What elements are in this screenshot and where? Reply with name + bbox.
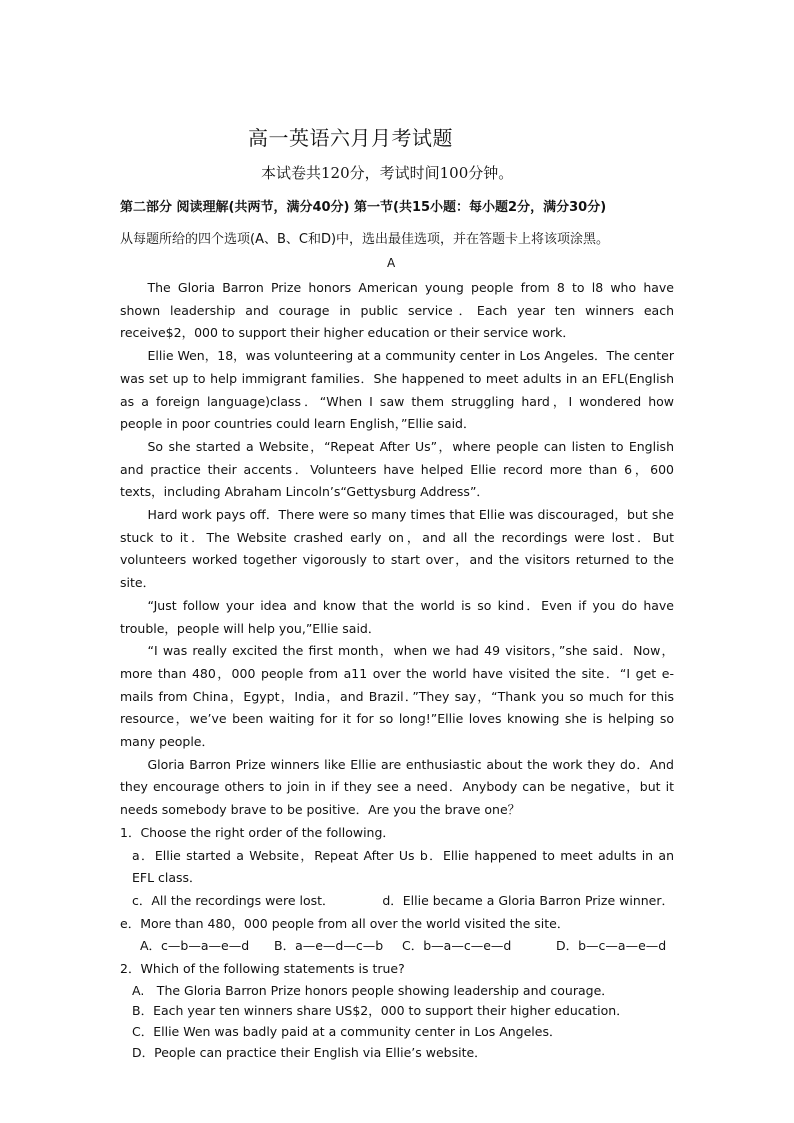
passage-paragraph: “Just follow your idea and know that the world is so kind．Even if you do have trouble，people will help you,”Ellie said． [120, 597, 674, 636]
question-1-item-e: e．More than 480，000 people from all over the world visited the site． [120, 915, 570, 931]
question-1-option-b[interactable]: B．a—e—d—c—b [274, 938, 384, 954]
question-1-item-d: d．Ellie became a Gloria Barron Prize winner． [382, 892, 674, 908]
passage-paragraph: Ellie Wen，18，was volunteering at a community center in Los Angeles．The center was set up to help immigrant families．She happened to meet adults in an EFL(English as a foreign language)class．“When I saw them struggling hard，I wondered how people in poor countries could learn English，”Ellie said． [120, 348, 674, 432]
question-1-items-cd [120, 890, 674, 913]
question-1-item-c: c．All the recordings were lost． [132, 892, 335, 908]
question-2-option-c[interactable]: C．Ellie Wen was badly paid at a community center in Los Angeles． [132, 1023, 562, 1039]
question-1-option-a[interactable]: A．c—b—a—e—d [140, 938, 250, 954]
instruction-text: 从每题所给的四个选项(A、B、C和D)中，选出最佳选项，并在答题卡上将该项涂黑。 [120, 232, 610, 247]
passage-paragraph: The Gloria Barron Prize honors American young people from 8 to l8 who have shown leadership and courage in public service．Each year ten winners each receive$2，000 to support their higher education or their service work． [120, 280, 674, 341]
section-heading: 第二部分 阅读理解(共两节，满分40分) 第一节(共15小题：每小题2分，满分30分) [120, 200, 607, 215]
exam-subtitle: 本试卷共120分，考试时间100分钟。 [261, 164, 514, 182]
question-1-options [120, 935, 674, 958]
question-2-stem: 2．Which of the following statements is true? [120, 961, 405, 977]
passage-paragraph: Gloria Barron Prize winners like Ellie are enthusiastic about the work they do．And they encourage others to join in if they see a need．Anybody can be negative，but it needs somebody brave to be positive．Are you the brave one？ [120, 756, 674, 818]
passage-label: A [387, 256, 396, 270]
passage-paragraph: Hard work pays off．There were so many times that Ellie was discouraged，but she stuck to it．The Website crashed early on，and all the recordings were lost．But volunteers worked together vigorously to start over，and the visitors returned to the site． [120, 507, 674, 591]
question-1-option-d[interactable]: D．b—c—a—e—d [556, 938, 667, 954]
question-2-options [120, 981, 674, 1063]
question-2-option-d[interactable]: D．People can practice their English via Ellie’s website． [132, 1044, 487, 1060]
question-1-stem: 1．Choose the right order of the following． [120, 824, 395, 840]
passage-paragraph: So she started a Website，“Repeat After Us”，where people can listen to English and practice their accents．Volunteers have helped Ellie record more than 6，600 texts，including Abraham Lincoln’s“Gettysburg Address”． [120, 438, 674, 500]
question-2-option-b[interactable]: B．Each year ten winners share US$2，000 to support their higher education． [132, 1003, 629, 1019]
question-2-option-a[interactable]: A. The Gloria Barron Prize honors people showing leadership and courage． [132, 982, 614, 998]
passage-body [120, 277, 674, 1063]
question-1-item-ab: a．Ellie started a Website，Repeat After Us b．Ellie happened to meet adults in an EFL class． [132, 847, 674, 886]
question-1-option-c[interactable]: C．b—a—c—e—d [402, 938, 512, 954]
exam-title: 高一英语六月月考试题 [248, 126, 453, 150]
passage-paragraph: “I was really excited the first month，when we had 49 visitors，”she said．Now，more than 480，000 people from a11 over the world have visited the site．“I get e-mails from China，Egypt，India，and Brazil．”They say，“Thank you so much for this resource，we’ve been waiting for it for so long!”Ellie loves knowing she is helping so many people． [120, 643, 674, 750]
